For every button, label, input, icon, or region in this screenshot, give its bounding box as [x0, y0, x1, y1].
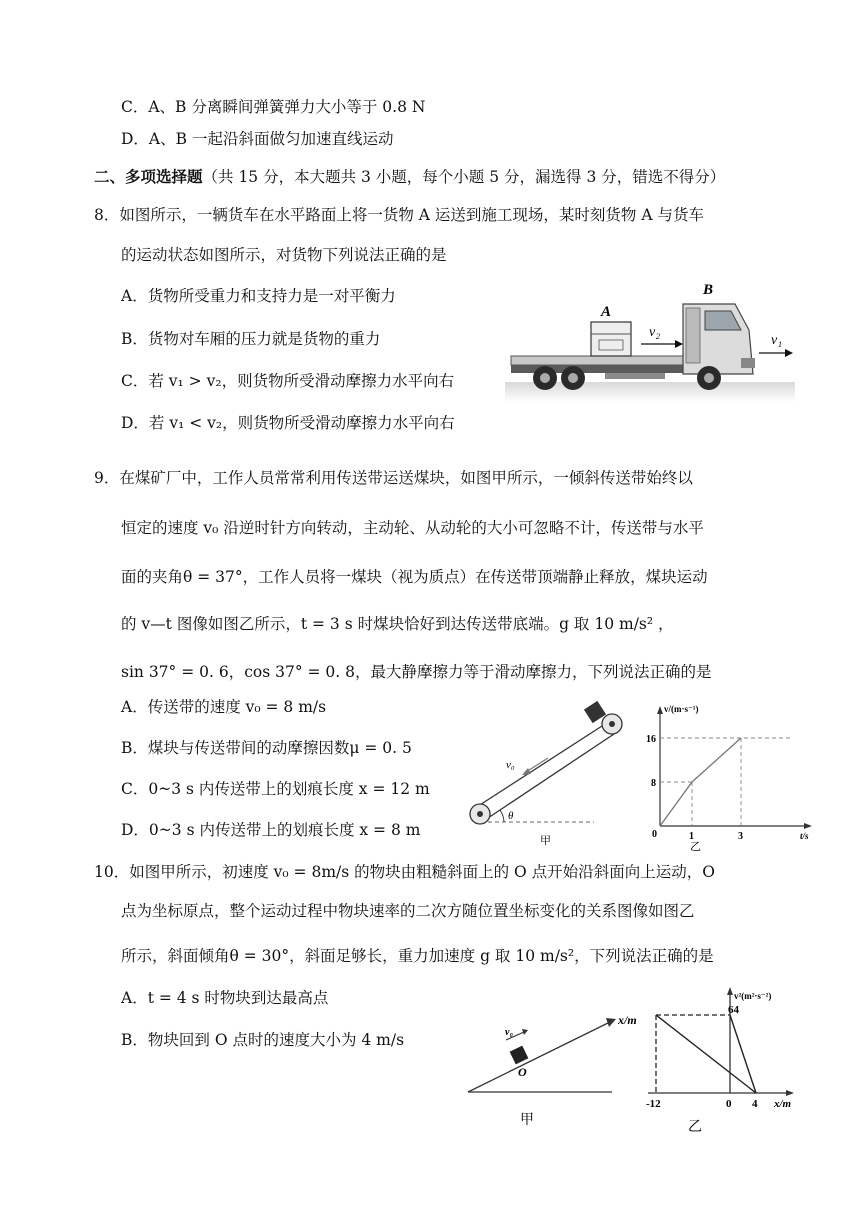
label-a: A	[601, 304, 612, 320]
vt-origin: 0	[652, 829, 657, 840]
v2x-xtick-4: 4	[752, 1098, 758, 1110]
theta-label: θ	[508, 810, 514, 822]
q10-stem-line2: 点为坐标原点，整个运动过程中物块速率的二次方随位置坐标变化的关系图像如图乙	[121, 902, 695, 920]
v0-label: v₀	[505, 1027, 513, 1038]
v2x-xlabel: x/m	[774, 1098, 792, 1110]
v1-label: v₁	[771, 333, 783, 348]
block	[510, 1046, 529, 1065]
v0-label: v₀	[506, 759, 515, 771]
bumper	[741, 358, 755, 368]
q8-stem-line2: 的运动状态如图所示，对货物下列说法正确的是	[121, 246, 447, 264]
q8-option-c: C．若 v₁ > v₂，则货物所受滑动摩擦力水平向右	[121, 372, 455, 390]
q10-stem-line1: 10．如图甲所示，初速度 v₀ = 8m/s 的物块由粗糙斜面上的 O 点开始沿斜面向上运动，O	[94, 863, 715, 881]
fig-jia-caption: 甲	[520, 1113, 534, 1128]
q10-option-b: B．物块回到 O 点时的速度大小为 4 m/s	[121, 1031, 405, 1049]
q8-stem-line1: 8．如图所示，一辆货车在水平路面上将一货物 A 运送到施工现场，某时刻货物 A 与货车	[94, 206, 704, 224]
q10-option-a: A．t = 4 s 时物块到达最高点	[121, 989, 329, 1007]
vt-ylabel: v/(m·s⁻¹)	[664, 704, 699, 714]
q8-option-d: D．若 v₁ < v₂，则货物所受滑动摩擦力水平向右	[121, 414, 455, 432]
vt-xtick-1: 1	[689, 831, 694, 842]
q10-stem-line3: 所示，斜面倾角θ = 30°，斜面足够长，重力加速度 g 取 10 m/s²，下列说法正确的是	[121, 947, 714, 965]
q8-option-a: A．货物所受重力和支持力是一对平衡力	[121, 287, 396, 305]
cab-back	[686, 308, 700, 363]
fig-yi-caption: 乙	[690, 841, 701, 853]
q9-vt-graph	[646, 700, 818, 853]
label-b: B	[703, 282, 714, 298]
q9-stem-line1: 9．在煤矿厂中，工作人员常常利用传送带运送煤块，如图甲所示，一倾斜传送带始终以	[94, 469, 693, 487]
v2x-ylabel: v²(m²·s⁻²)	[734, 991, 772, 1001]
v0-arrow	[526, 758, 548, 772]
q7-option-d: D．A、B 一起沿斜面做匀加速直线运动	[121, 130, 394, 148]
v2x-ytick-64: 64	[728, 1004, 739, 1016]
v2x-xtick-0: 0	[726, 1098, 732, 1110]
q9-stem-line3: 面的夹角θ = 37°，工作人员将一煤块（视为质点）在传送带顶端静止释放，煤块运动	[121, 568, 708, 586]
section-note: （共 15 分，本大题共 3 小题，每个小题 5 分，漏选得 3 分，错选不得分）	[202, 168, 726, 186]
v2x-line-up	[730, 1015, 756, 1093]
section-title: 二、多项选择题	[94, 167, 203, 186]
q9-stem-line4: 的 v—t 图像如图乙所示，t = 3 s 时煤块恰好到达传送带底端。g 取 10 m/s² ，	[121, 615, 674, 633]
v2x-line-down	[656, 1015, 756, 1093]
truck-tank	[605, 373, 665, 379]
section-heading	[94, 167, 725, 187]
q9-option-b: B．煤块与传送带间的动摩擦因数μ = 0. 5	[121, 739, 412, 757]
v2x-xtick-neg12: -12	[646, 1098, 661, 1110]
q9-stem-line2: 恒定的速度 v₀ 沿逆时针方向转动，主动轮、从动轮的大小可忽略不计，传送带与水平	[121, 519, 704, 537]
x-axis-label: x/m	[618, 1013, 637, 1027]
q8-option-b: B．货物对车厢的压力就是货物的重力	[121, 330, 381, 348]
q9-conveyor-figure	[462, 698, 640, 848]
q9-option-c: C．0~3 s 内传送带上的划痕长度 x = 12 m	[121, 780, 430, 798]
vt-xtick-3: 3	[738, 831, 743, 842]
vt-line	[660, 738, 741, 826]
q9-stem-line5: sin 37° = 0. 6，cos 37° = 0. 8，最大静摩擦力等于滑动摩擦力，下列说法正确的是	[121, 663, 712, 681]
q10-v2x-graph	[638, 985, 814, 1137]
vt-xlabel: t/s	[800, 831, 809, 841]
q7-option-c: C．A、B 分离瞬间弹簧弹力大小等于 0.8 N	[121, 98, 426, 116]
vt-ytick-8: 8	[651, 778, 656, 789]
v2-label: v₂	[649, 325, 661, 340]
fig-jia-caption: 甲	[540, 835, 551, 847]
cargo-box	[591, 322, 631, 356]
q9-option-d: D．0~3 s 内传送带上的划痕长度 x = 8 m	[121, 821, 421, 839]
truck-bed	[511, 356, 689, 365]
incline	[468, 1022, 610, 1092]
vt-ytick-16: 16	[646, 734, 656, 745]
q8-truck-figure	[505, 278, 795, 406]
q9-option-a: A．传送带的速度 v₀ = 8 m/s	[121, 698, 327, 716]
q10-incline-figure	[462, 1000, 637, 1130]
origin-o: O	[518, 1065, 527, 1079]
fig-yi-caption: 乙	[688, 1120, 702, 1135]
